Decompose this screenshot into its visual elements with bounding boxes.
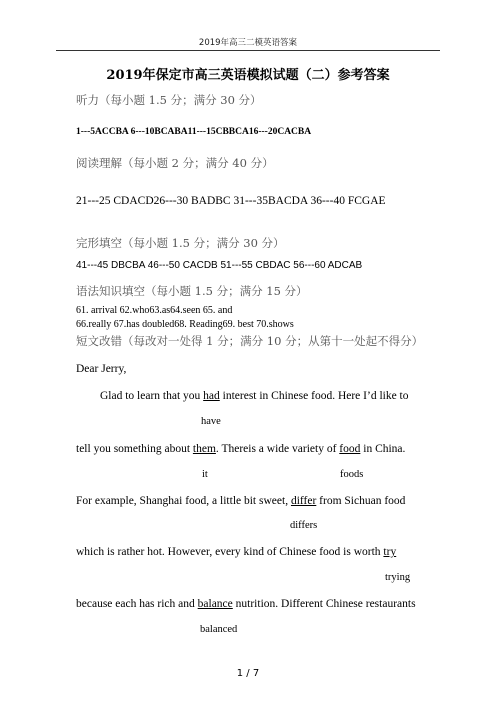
reading-heading: 阅读理解（每小题 2 分；满分 40 分） [76,156,274,170]
letter-line-1: Glad to learn that you had interest in Chinese food. Here I’d like to [100,390,409,402]
letter-line-3: For example, Shanghai food, a little bit sweet, differ from Sichuan food [76,495,406,507]
page-number: 1 / 7 [236,668,260,679]
letter-line-5: because each has rich and balance nutrition. Different Chinese restaurants [76,598,416,610]
page-title: 2019年保定市高三英语模拟试题（二）参考答案 [106,68,390,83]
letter-greeting: Dear Jerry, [76,363,127,375]
listening-heading: 听力（每小题 1.5 分；满分 30 分） [76,93,262,107]
header-divider [56,50,440,51]
correction-heading: 短文改错（每改对一处得 1 分；满分 10 分；从第十一处起不得分） [76,334,424,348]
error-mark: them [192,443,216,455]
error-mark: had [203,390,220,402]
grammar-answers-line1: 61. arrival 62.who63.as64.seen 65. and [76,305,233,316]
reading-answers: 21---25 CDACD26---30 BADBC 31---35BACDA 36---40 FCGAE [76,195,386,207]
correction-4: differs [290,520,318,531]
error-mark: try [383,546,397,558]
cloze-heading: 完形填空（每小题 1.5 分；满分 30 分） [76,236,285,250]
grammar-heading: 语法知识填空（每小题 1.5 分；满分 15 分） [76,284,308,298]
error-mark: differ [290,495,317,507]
grammar-answers-line2: 66.really 67.has doubled68. Reading69. best 70.shows [76,319,294,330]
correction-1: have [201,416,221,427]
correction-6: balanced [200,624,238,635]
running-header: 2019年高三二模英语答案 [198,38,298,48]
correction-2: it [202,469,208,480]
correction-5: trying [385,572,411,583]
letter-line-2: tell you something about them. Thereis a wide variety of food in China. [76,443,406,455]
correction-3: foods [340,469,364,480]
cloze-answers: 41---45 DBCBA 46---50 CACDB 51---55 CBDAC 56---60 ADCAB [76,260,363,271]
listening-answers: 1---5ACCBA 6---10BCABA11---15CBBCA16---20CACBA [76,127,312,137]
error-mark: balance [197,598,233,610]
error-mark: food [339,443,361,455]
letter-line-4: which is rather hot. However, every kind of Chinese food is worth try [76,546,397,558]
